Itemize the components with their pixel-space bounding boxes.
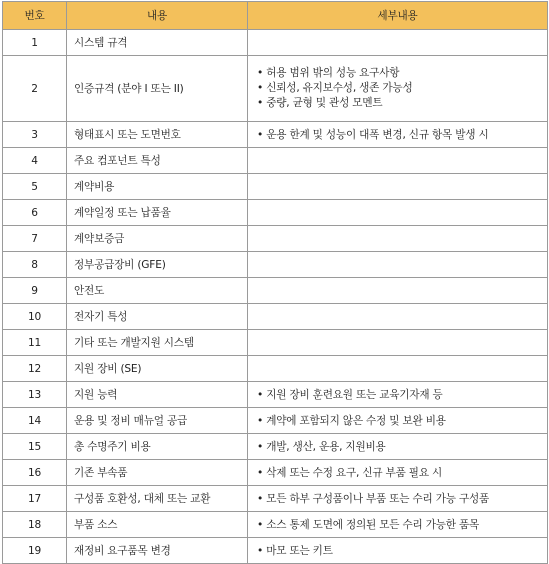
table-row xyxy=(3,538,548,564)
row-number: 10 xyxy=(3,304,67,330)
row-number: 4 xyxy=(3,148,67,174)
row-details xyxy=(248,356,548,382)
table-row xyxy=(3,330,548,356)
table-row xyxy=(3,148,548,174)
row-details xyxy=(248,252,548,278)
table-row xyxy=(3,382,548,408)
table-row xyxy=(3,408,548,434)
row-details xyxy=(248,382,548,408)
table-body xyxy=(3,30,548,564)
detail-bullet: • 신뢰성, 유지보수성, 생존 가능성 xyxy=(257,82,413,94)
table-row xyxy=(3,122,548,148)
row-number: 14 xyxy=(3,408,67,434)
row-item: 안전도 xyxy=(67,278,248,304)
row-details xyxy=(248,460,548,486)
detail-bullet: • 소스 통제 도면에 정의된 모든 수리 가능한 품목 xyxy=(257,518,480,531)
row-number: 11 xyxy=(3,330,67,356)
row-number: 3 xyxy=(3,122,67,148)
row-details xyxy=(248,122,548,148)
row-details xyxy=(248,200,548,226)
detail-bullet: • 운용 한계 및 성능이 대폭 변경, 신규 항목 발생 시 xyxy=(257,128,489,141)
row-number: 7 xyxy=(3,226,67,252)
row-details xyxy=(248,486,548,512)
table-row xyxy=(3,56,548,122)
header-details: 세부내용 xyxy=(248,2,548,30)
row-details xyxy=(248,30,548,56)
table-row xyxy=(3,434,548,460)
row-number: 16 xyxy=(3,460,67,486)
row-details xyxy=(248,56,548,122)
table-row xyxy=(3,304,548,330)
row-item: 기타 또는 개발지원 시스템 xyxy=(67,330,248,356)
table-row xyxy=(3,512,548,538)
row-details xyxy=(248,408,548,434)
row-number: 17 xyxy=(3,486,67,512)
row-details xyxy=(248,434,548,460)
table-row xyxy=(3,460,548,486)
detail-bullet: • 허용 범위 밖의 성능 요구사항 xyxy=(257,67,400,79)
detail-bullet: • 계약에 포함되지 않은 수정 및 보완 비용 xyxy=(257,414,446,427)
row-number: 6 xyxy=(3,200,67,226)
row-item: 지원 장비 (SE) xyxy=(67,356,248,382)
row-number: 13 xyxy=(3,382,67,408)
row-item: 부품 소스 xyxy=(67,512,248,538)
change-items-table xyxy=(2,1,548,564)
row-item: 계약비용 xyxy=(67,174,248,200)
row-item: 형태표시 또는 도면번호 xyxy=(67,122,248,148)
row-details xyxy=(248,512,548,538)
row-item: 기존 부속품 xyxy=(67,460,248,486)
table-row xyxy=(3,486,548,512)
row-details xyxy=(248,148,548,174)
detail-bullet: • 지원 장비 훈련요원 또는 교육기자재 등 xyxy=(257,388,443,401)
table-header-row xyxy=(3,2,548,30)
row-item: 계약일정 또는 납품율 xyxy=(67,200,248,226)
row-item: 주요 컴포넌트 특성 xyxy=(67,148,248,174)
row-item: 정부공급장비 (GFE) xyxy=(67,252,248,278)
row-item: 재정비 요구품목 변경 xyxy=(67,538,248,564)
row-number: 1 xyxy=(3,30,67,56)
table-row xyxy=(3,30,548,56)
row-number: 18 xyxy=(3,512,67,538)
row-details xyxy=(248,330,548,356)
row-number: 19 xyxy=(3,538,67,564)
table-row xyxy=(3,356,548,382)
table-row xyxy=(3,278,548,304)
row-number: 2 xyxy=(3,56,67,122)
row-number: 9 xyxy=(3,278,67,304)
row-details xyxy=(248,226,548,252)
detail-bullet: • 마모 또는 키트 xyxy=(257,544,333,557)
row-number: 5 xyxy=(3,174,67,200)
table-row xyxy=(3,252,548,278)
row-details xyxy=(248,538,548,564)
row-details xyxy=(248,304,548,330)
header-content: 내용 xyxy=(67,2,248,30)
row-item: 운용 및 정비 매뉴얼 공급 xyxy=(67,408,248,434)
detail-bullet: • 중량, 균형 및 관성 모멘트 xyxy=(257,97,383,109)
table-row xyxy=(3,200,548,226)
row-number: 12 xyxy=(3,356,67,382)
row-item: 전자기 특성 xyxy=(67,304,248,330)
row-details xyxy=(248,174,548,200)
header-number: 번호 xyxy=(3,2,67,30)
table-row xyxy=(3,226,548,252)
row-item: 계약보증금 xyxy=(67,226,248,252)
detail-bullet: • 개발, 생산, 운용, 지원비용 xyxy=(257,440,386,453)
row-number: 15 xyxy=(3,434,67,460)
table-row xyxy=(3,174,548,200)
row-item: 지원 능력 xyxy=(67,382,248,408)
row-item: 인증규격 (분야 I 또는 II) xyxy=(67,56,248,122)
row-item: 구성품 호환성, 대체 또는 교환 xyxy=(67,486,248,512)
row-number: 8 xyxy=(3,252,67,278)
detail-bullet: • 삭제 또는 수정 요구, 신규 부품 필요 시 xyxy=(257,466,443,479)
row-details xyxy=(248,278,548,304)
detail-bullet: • 모든 하부 구성품이나 부품 또는 수리 가능 구성품 xyxy=(257,492,490,505)
row-item: 총 수명주기 비용 xyxy=(67,434,248,460)
row-item: 시스템 규격 xyxy=(67,30,248,56)
